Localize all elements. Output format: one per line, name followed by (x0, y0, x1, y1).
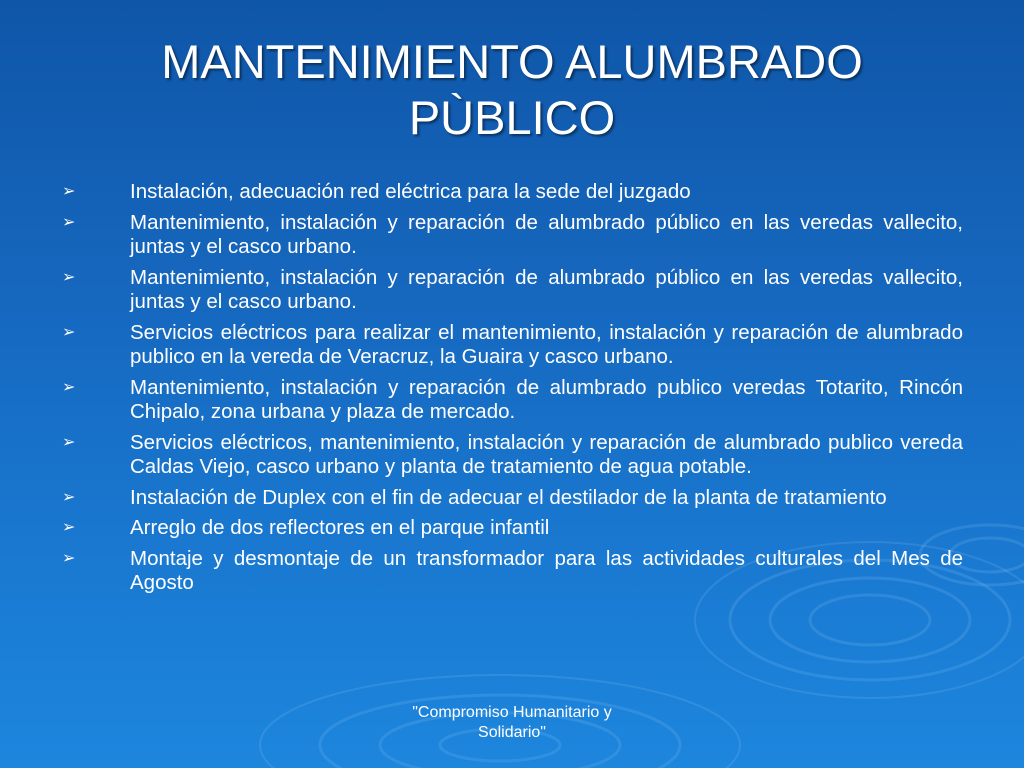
arrow-bullet-icon: ➢ (62, 323, 76, 341)
slide-title (60, 34, 964, 146)
list-item-text: Instalación, adecuación red eléctrica para la sede del juzgado (130, 180, 691, 203)
list-item-text: Mantenimiento, instalación y reparación de alumbrado público en las veredas vallecito, juntas y el casco urbano. (130, 265, 963, 313)
list-item-text: Mantenimiento, instalación y reparación de alumbrado público en las veredas vallecito, juntas y el casco urbano. (130, 210, 963, 258)
list-item (60, 516, 963, 541)
list-item (60, 376, 963, 425)
list-item (60, 486, 963, 511)
title-line-2: PÙBLICO (408, 91, 616, 144)
arrow-bullet-icon: ➢ (62, 213, 76, 231)
slide-footer (362, 703, 662, 743)
list-item (60, 180, 963, 205)
title-line-1: MANTENIMIENTO ALUMBRADO (161, 35, 863, 88)
arrow-bullet-icon: ➢ (62, 268, 76, 286)
list-item (60, 321, 963, 370)
list-item (60, 211, 963, 260)
list-item (60, 547, 963, 596)
arrow-bullet-icon: ➢ (62, 519, 76, 536)
bullet-list (60, 180, 963, 602)
footer-line-1: "Compromiso Humanitario y (412, 704, 612, 721)
list-item (60, 266, 963, 315)
list-item (60, 431, 963, 480)
arrow-bullet-icon: ➢ (62, 549, 76, 567)
list-item-text: Mantenimiento, instalación y reparación de alumbrado publico veredas Totarito, Rincón Chipalo, zona urbana y plaza de mercado. (130, 375, 963, 423)
list-item-text: Servicios eléctricos para realizar el mantenimiento, instalación y reparación de alumbrado publico en la vereda de Veracruz, la Guaira y casco urbano. (130, 320, 963, 368)
arrow-bullet-icon: ➢ (62, 488, 76, 506)
list-item-text: Montaje y desmontaje de un transformador para las actividades culturales del Mes de Agosto (130, 546, 963, 594)
list-item-text: Arreglo de dos reflectores en el parque infantil (130, 516, 550, 539)
list-item-text: Instalación de Duplex con el fin de adecuar el destilador de la planta de tratamiento (130, 485, 887, 509)
footer-line-2: Solidario" (478, 724, 546, 741)
arrow-bullet-icon: ➢ (62, 433, 76, 451)
arrow-bullet-icon: ➢ (62, 183, 76, 200)
arrow-bullet-icon: ➢ (62, 378, 76, 396)
list-item-text: Servicios eléctricos, mantenimiento, instalación y reparación de alumbrado publico vereda Caldas Viejo, casco urbano y planta de tratamiento de agua potable. (130, 430, 963, 478)
